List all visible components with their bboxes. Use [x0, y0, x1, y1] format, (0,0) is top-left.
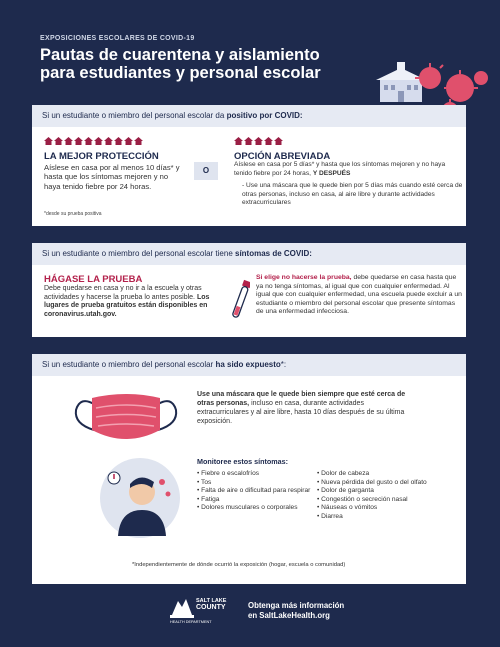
- header: [0, 0, 500, 102]
- face-mask-icon: [72, 390, 180, 448]
- best-protection-note: *desde su prueba positiva: [44, 211, 102, 217]
- house-icon: [84, 137, 93, 145]
- best-protection-text: Aíslese en casa por al menos 10 días* y hasta que los síntomas mejoren y no haya tenido fiebre por 24 horas.: [44, 163, 180, 191]
- health-department-logo: [170, 597, 240, 627]
- house-icon: [94, 137, 103, 145]
- logo-text-3: HEALTH DEPARTMENT: [170, 620, 212, 624]
- get-tested-heading: HÁGASE LA PRUEBA: [44, 274, 143, 285]
- eyebrow: EXPOSICIONES ESCOLARES DE COVID-19: [40, 35, 195, 42]
- list-item: • Náuseas o vómitos: [317, 504, 457, 513]
- list-item: • Congestión o secreción nasal: [317, 496, 457, 505]
- county-logo-icon: [170, 597, 194, 619]
- list-item: • Dolores musculares o corporales: [197, 504, 312, 513]
- monitor-heading: Monitoree estos síntomas:: [197, 457, 289, 466]
- list-item: • Tos: [197, 479, 312, 488]
- house-icon: [54, 137, 63, 145]
- list-item: • Fiebre o escalofríos: [197, 470, 312, 479]
- house-icon: [64, 137, 73, 145]
- short-option-bullet: - Use una máscara que le quede bien por 5 días más cuando esté cerca de otras personas, incluso en casa, al aire libre y durante actividades extracurriculares: [242, 182, 463, 206]
- house-icon: [244, 137, 253, 145]
- house-icon: [44, 137, 53, 145]
- symptoms-list-left: [197, 470, 312, 513]
- house-icon: [74, 137, 83, 145]
- five-days-houses: [234, 137, 283, 145]
- best-protection-heading: LA MEJOR PROTECCIÓN: [44, 151, 159, 162]
- mask-instructions: Use una máscara que le quede bien siempre que esté cerca de otras personas, incluso en casa, durante actividades extracurriculares y al aire libre, hasta 10 días después de su última exposición.: [197, 391, 406, 425]
- house-icon: [124, 137, 133, 145]
- more-info-text: Obtenga más información en SaltLakeHealth.org: [248, 601, 345, 620]
- symptoms-section: [32, 243, 466, 337]
- house-icon: [104, 137, 113, 145]
- list-item: • Nueva pérdida del gusto o del olfato: [317, 479, 457, 488]
- list-item: • Dolor de cabeza: [317, 470, 457, 479]
- sick-person-illustration: [96, 454, 184, 542]
- section-bar-symptoms: Si un estudiante o miembro del personal escolar tiene síntomas de COVID:: [32, 243, 466, 265]
- positive-section: [32, 105, 466, 226]
- no-test-text: Si elige no hacerse la prueba, debe quedarse en casa hasta que ya no tenga síntomas, al igual que con cualquier enfermedad. Al igual que con cualquier enfermedad, una escuela puede excluir a un estudiante o miembro del personal escolar que presente síntomas de una enfermedad infecciosa.: [256, 274, 462, 315]
- logo-text-2: COUNTY: [196, 604, 226, 611]
- page-title: Pautas de cuarentena y aislamiento para estudiantes y personal escolar: [40, 46, 321, 82]
- house-icon: [134, 137, 143, 145]
- list-item: • Falta de aire o dificultad para respirar: [197, 487, 312, 496]
- short-option-heading: OPCIÓN ABREVIADA: [234, 151, 331, 162]
- footer: [0, 585, 500, 647]
- logo-text-1: SALT LAKE: [196, 598, 227, 604]
- house-icon: [274, 137, 283, 145]
- list-item: • Fatiga: [197, 496, 312, 505]
- test-tube-icon: [232, 277, 250, 323]
- section-bar-positive: Si un estudiante o miembro del personal escolar da positivo por COVID:: [32, 105, 466, 127]
- list-item: • Dolor de garganta: [317, 487, 457, 496]
- list-item: • Diarrea: [317, 513, 457, 522]
- ten-days-houses: [44, 137, 143, 145]
- section-bar-exposed: Si un estudiante o miembro del personal escolar ha sido expuesto*:: [32, 354, 466, 376]
- house-icon: [234, 137, 243, 145]
- exposure-footnote: *Independientemente de dónde ocurrió la exposición (hogar, escuela o comunidad): [132, 562, 346, 568]
- short-option-text: Aíslese en casa por 5 días* y hasta que los síntomas mejoren y no haya tenido fiebre por 24 horas, Y DESPUÉS: [234, 161, 446, 177]
- house-icon: [264, 137, 273, 145]
- house-icon: [114, 137, 123, 145]
- get-tested-text: Debe quedarse en casa y no ir a la escuela y otras actividades y hacerse la prueba lo antes posible. Los lugares de prueba gratuitos están disponibles en coronavirus.utah.gov.: [44, 285, 210, 318]
- house-icon: [254, 137, 263, 145]
- exposed-section: [32, 354, 466, 584]
- or-badge: O: [194, 162, 218, 180]
- symptoms-list-right: [317, 470, 457, 522]
